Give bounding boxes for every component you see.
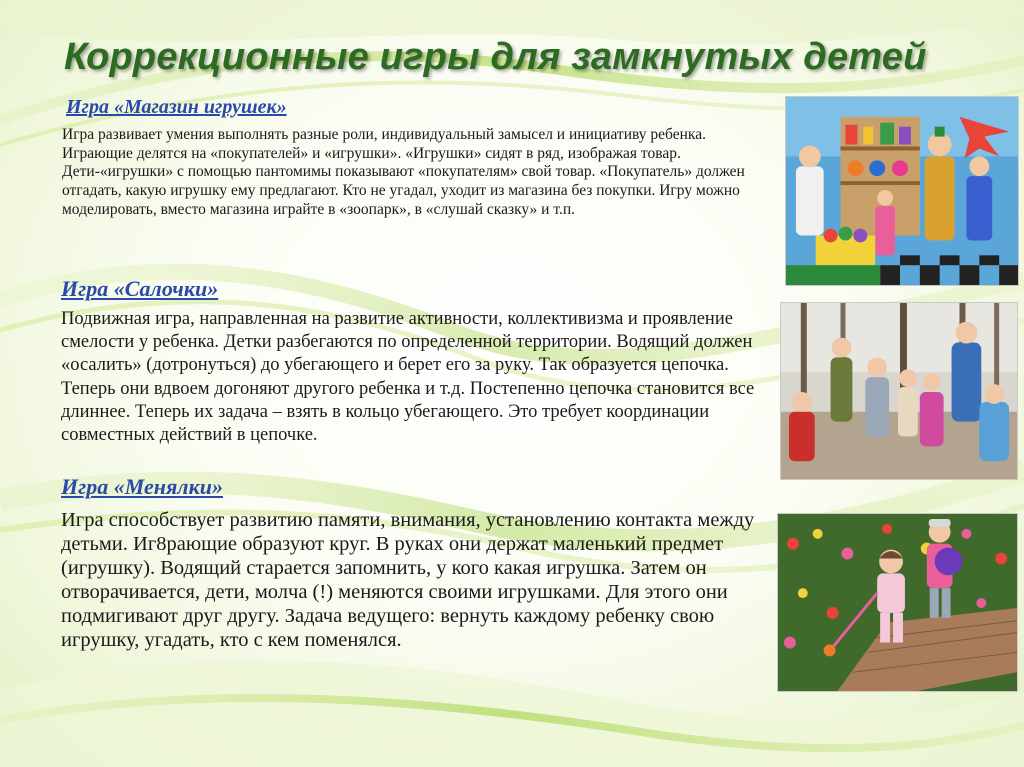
game-heading-tag: Игра «Салочки» — [61, 276, 219, 301]
slide-title: Коррекционные игры для замкнутых детей — [64, 36, 927, 78]
game-heading-toy-shop: Игра «Магазин игрушек» — [66, 96, 287, 118]
game-description-toy-shop: Игра развивает умения выполнять разные роли, индивидуальный замысел и инициативу ребенка. Играющие делятся на «покупателей» и «игрушки». «Игрушки» сидят в ряд, изображая товар. Дети-«игрушки» с помощью пантомимы показывают «покупателям» свой товар. «Покупатель» должен отгадать, какую игрушку ему предлагают. Кто не угадал, уходит из магазина без покупки. Игру можно моделировать, вместо магазина играйте в «зоопарк», в «слушай сказку» и т.п. — [62, 126, 745, 218]
game-heading-swaps: Игра «Менялки» — [61, 474, 223, 499]
swaps-game-photo — [777, 513, 1018, 692]
tag-game-photo — [780, 302, 1018, 480]
game-description-tag: Подвижная игра, направленная на развитие активности, коллективизма и проявление смелости у ребенка. Детки разбегаются по определенной территории. Водящий должен «осалить» (дотронуться) до убегающего и берет его за руку. Так образуется цепочка. Теперь они вдвоем догоняют другого ребенка и т.д. Постепенно цепочка становится все длиннее. Теперь их задача – взять в кольцо убегающего. Это требует координации совместных действий в цепочке. — [61, 309, 755, 446]
game-description-swaps: Игра способствует развитию памяти, внимания, установлению контакта между детьми. Иг8рающие образуют круг. В руках они держат маленький предмет (игрушку). Водящий старается запомнить, у кого какая игрушка. Затем он отворачивается, дети, молча (!) меняются своими игрушками. Для этого они подмигивают друг другу. Задача ведущего: вернуть каждому ребенку свою игрушку, угадать, кто с кем поменялся. — [61, 509, 755, 651]
toy-shop-illustration — [785, 96, 1019, 286]
